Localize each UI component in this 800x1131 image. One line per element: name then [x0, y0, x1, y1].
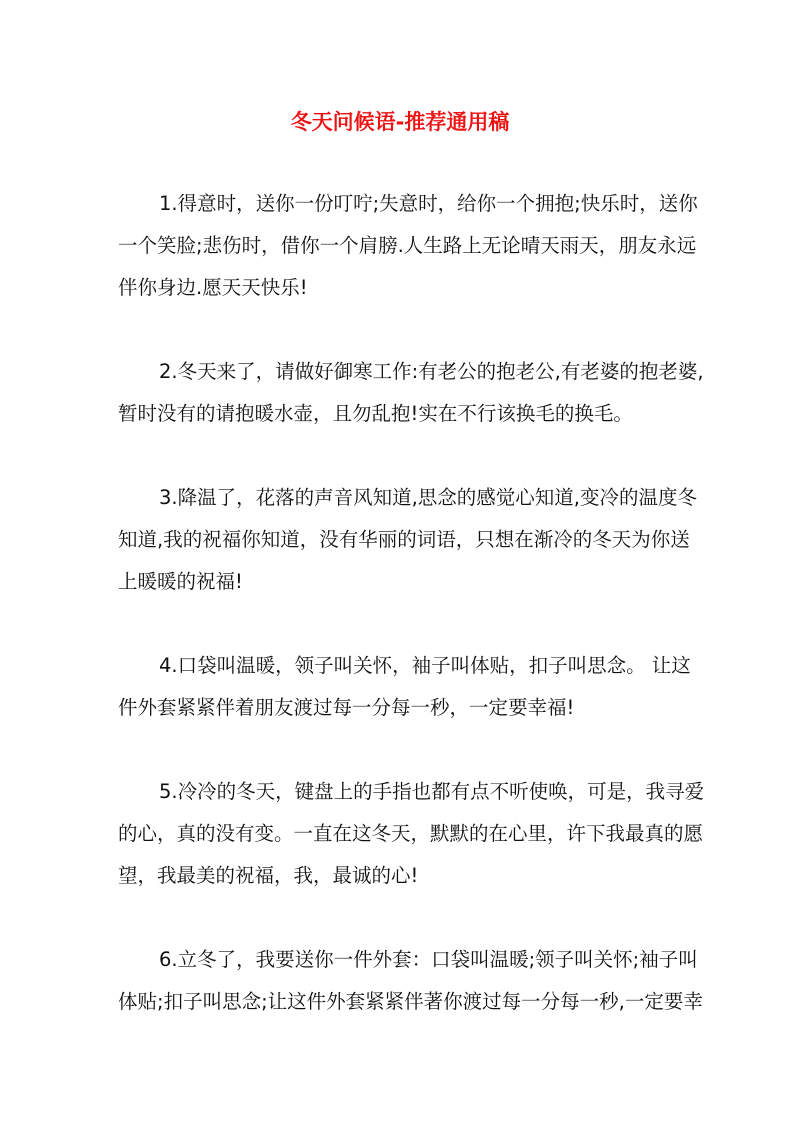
text-line: 4.口袋叫温暖，领子叫关怀，袖子叫体贴，扣子叫思念。 让这 [159, 654, 691, 677]
text-line: 暂时没有的请抱暖水壶，且勿乱抱!实在不行该换毛的换毛。 [118, 402, 633, 425]
paragraph-5 [118, 771, 705, 897]
text-line: 伴你身边.愿天天快乐! [118, 276, 308, 299]
text-line: 件外套紧紧伴着朋友渡过每一分每一秒，一定要幸福! [118, 696, 575, 719]
document-body [118, 183, 705, 1065]
paragraph-6 [118, 939, 703, 1023]
text-line: 体贴;扣子叫思念;让这件外套紧紧伴著你渡过每一分每一秒,一定要幸 [118, 990, 703, 1013]
paragraph-3 [118, 477, 698, 603]
text-line: 上暖暖的祝福! [118, 570, 243, 593]
text-line: 望，我最美的祝福，我，最诚的心! [118, 864, 419, 887]
text-line: 的心，真的没有变。一直在这冬天，默默的在心里，许下我最真的愿 [118, 822, 704, 845]
text-line: 5.冷冷的冬天，键盘上的手指也都有点不听使唤，可是，我寻爱 [159, 780, 705, 803]
text-line: 6.立冬了，我要送你一件外套：口袋叫温暖;领子叫关怀;袖子叫 [159, 948, 698, 971]
document-title: 冬天问候语-推荐通用稿 [290, 110, 510, 134]
text-line: 3.降温了，花落的声音风知道,思念的感觉心知道,变冷的温度冬 [159, 486, 698, 509]
text-line: 一个笑脸;悲伤时，借你一个肩膀.人生路上无论晴天雨天，朋友永远 [118, 234, 697, 257]
text-line: 知道,我的祝福你知道，没有华丽的词语，只想在渐冷的冬天为你送 [118, 528, 690, 551]
paragraph-2 [118, 351, 704, 435]
paragraph-1 [118, 183, 698, 309]
paragraph-4 [118, 645, 691, 729]
text-line: 2.冬天来了，请做好御寒工作:有老公的抱老公,有老婆的抱老婆, [159, 360, 704, 383]
text-line: 1.得意时，送你一份叮咛;失意时，给你一个拥抱;快乐时，送你 [159, 192, 698, 215]
